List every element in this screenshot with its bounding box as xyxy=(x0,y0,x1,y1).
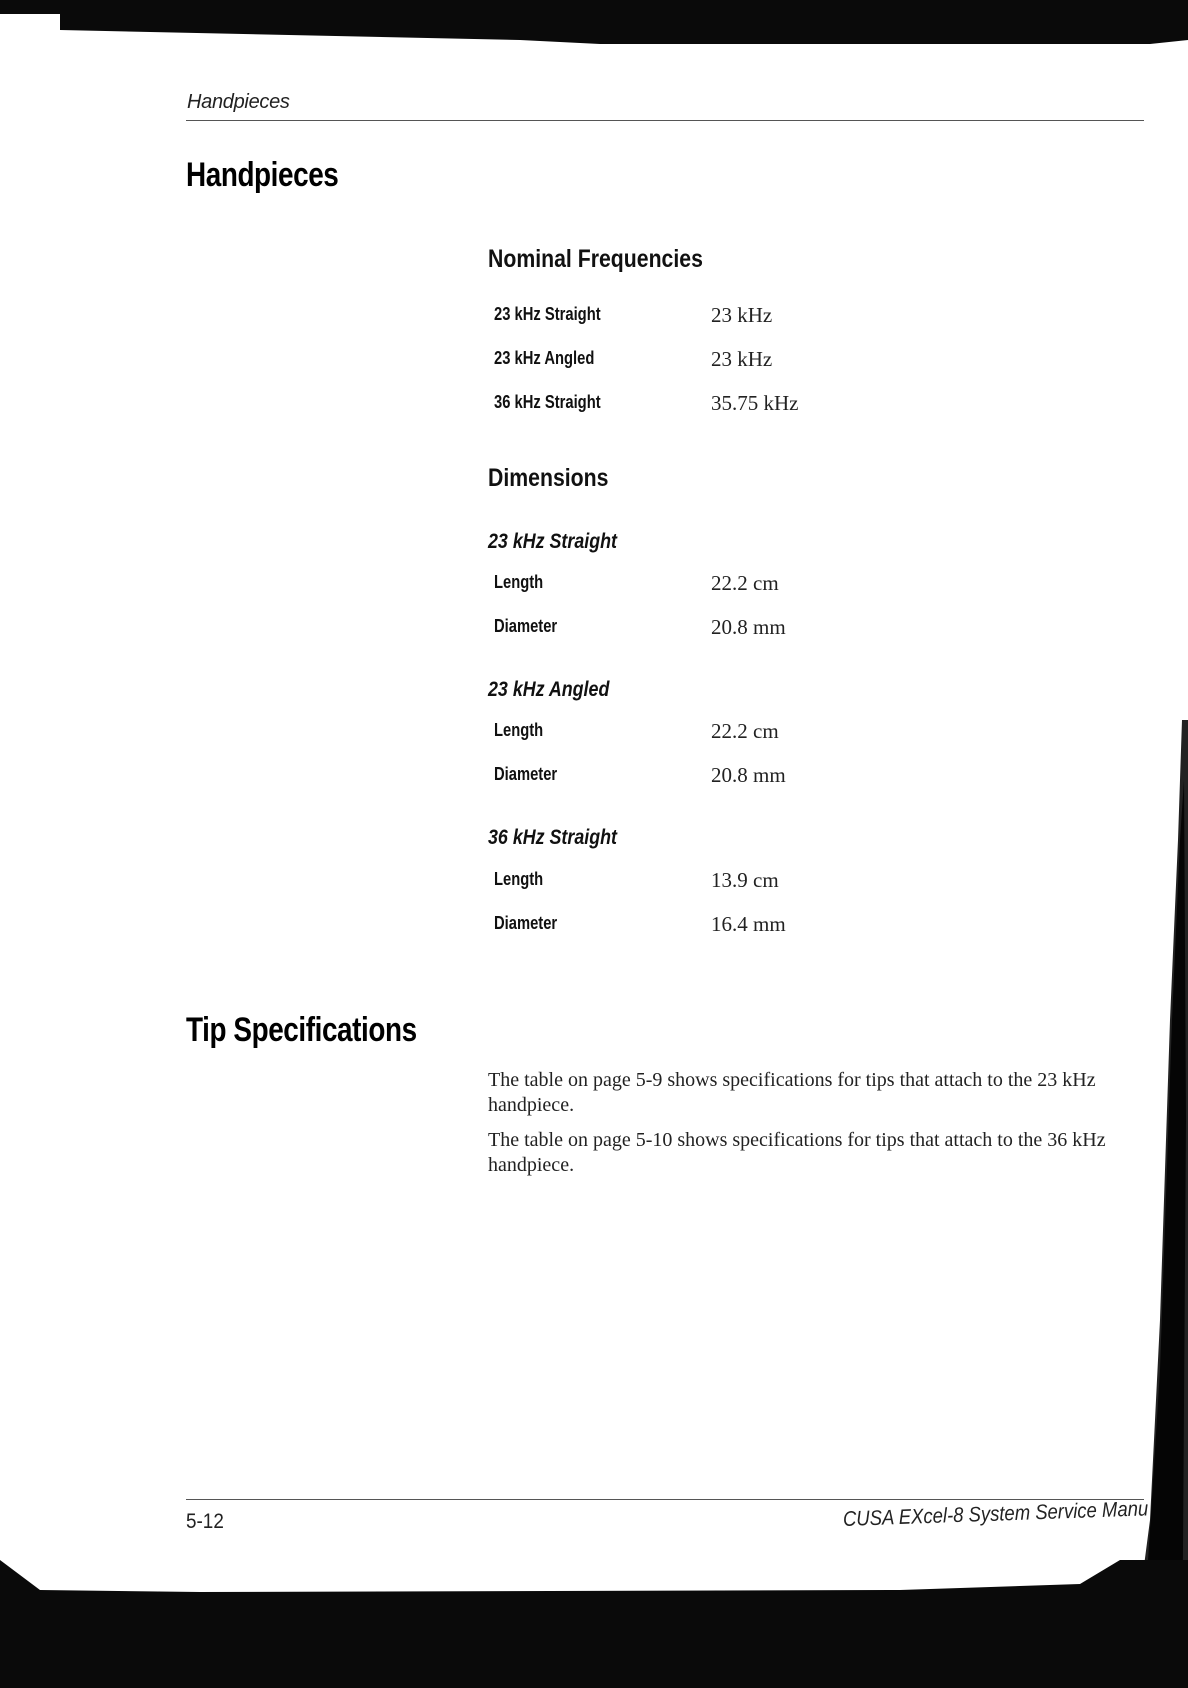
body-paragraph: The table on page 5-9 shows specifications for tips that attach to the 23 kHz handpiece. xyxy=(488,1069,1096,1116)
dimension-group-heading: 23 kHz Angled xyxy=(488,678,610,701)
dimension-row-label: Diameter xyxy=(494,913,558,933)
dimension-row-label: Length xyxy=(494,869,544,889)
page-number: 5-12 xyxy=(186,1510,224,1533)
footer-rule xyxy=(186,1499,1144,1500)
running-head: Handpieces xyxy=(187,91,290,113)
dimension-row-label: Diameter xyxy=(494,616,558,636)
dimension-row xyxy=(494,764,1054,794)
dimension-group-heading: 23 kHz Straight xyxy=(488,530,617,553)
dimension-row xyxy=(494,572,1054,602)
dimension-row-label: Length xyxy=(494,572,544,592)
dimension-row-value: 20.8 mm xyxy=(711,615,786,639)
manual-title: CUSA EXcel-8 System Service Manu xyxy=(842,1497,1149,1531)
section-title-tip-specifications: Tip Specifications xyxy=(186,1011,417,1049)
scan-border-top xyxy=(0,0,1188,60)
frequency-row-label: 23 kHz Angled xyxy=(494,348,595,368)
frequency-row-value: 23 kHz xyxy=(711,347,773,371)
frequency-row-label: 36 kHz Straight xyxy=(494,392,601,412)
dimension-row-label: Diameter xyxy=(494,764,558,784)
dimension-row-value: 20.8 mm xyxy=(711,763,786,787)
dimension-row xyxy=(494,616,1054,646)
dimension-row-value: 22.2 cm xyxy=(711,719,779,743)
nominal-frequencies-heading: Nominal Frequencies xyxy=(488,245,703,273)
section-title-handpieces: Handpieces xyxy=(186,156,339,194)
dimension-row-label: Length xyxy=(494,720,544,740)
body-paragraph: The table on page 5-10 shows specifications for tips that attach to the 36 kHz handpiece. xyxy=(488,1129,1106,1176)
frequency-row xyxy=(494,348,1054,378)
dimension-group-heading: 36 kHz Straight xyxy=(488,826,617,849)
frequency-row xyxy=(494,392,1054,422)
dimension-row-value: 13.9 cm xyxy=(711,868,779,892)
frequency-row-label: 23 kHz Straight xyxy=(494,304,601,324)
frequency-row xyxy=(494,304,1054,334)
dimension-row-value: 22.2 cm xyxy=(711,571,779,595)
dimension-row xyxy=(494,720,1054,750)
scan-border-right xyxy=(1120,720,1188,1688)
frequency-row-value: 23 kHz xyxy=(711,303,773,327)
frequency-row-value: 35.75 kHz xyxy=(711,391,799,415)
dimension-row xyxy=(494,869,1054,899)
dimension-row xyxy=(494,913,1054,943)
header-rule xyxy=(186,120,1144,121)
dimension-row-value: 16.4 mm xyxy=(711,912,786,936)
scan-border-bottom xyxy=(0,1560,1188,1688)
dimensions-heading: Dimensions xyxy=(488,464,609,492)
